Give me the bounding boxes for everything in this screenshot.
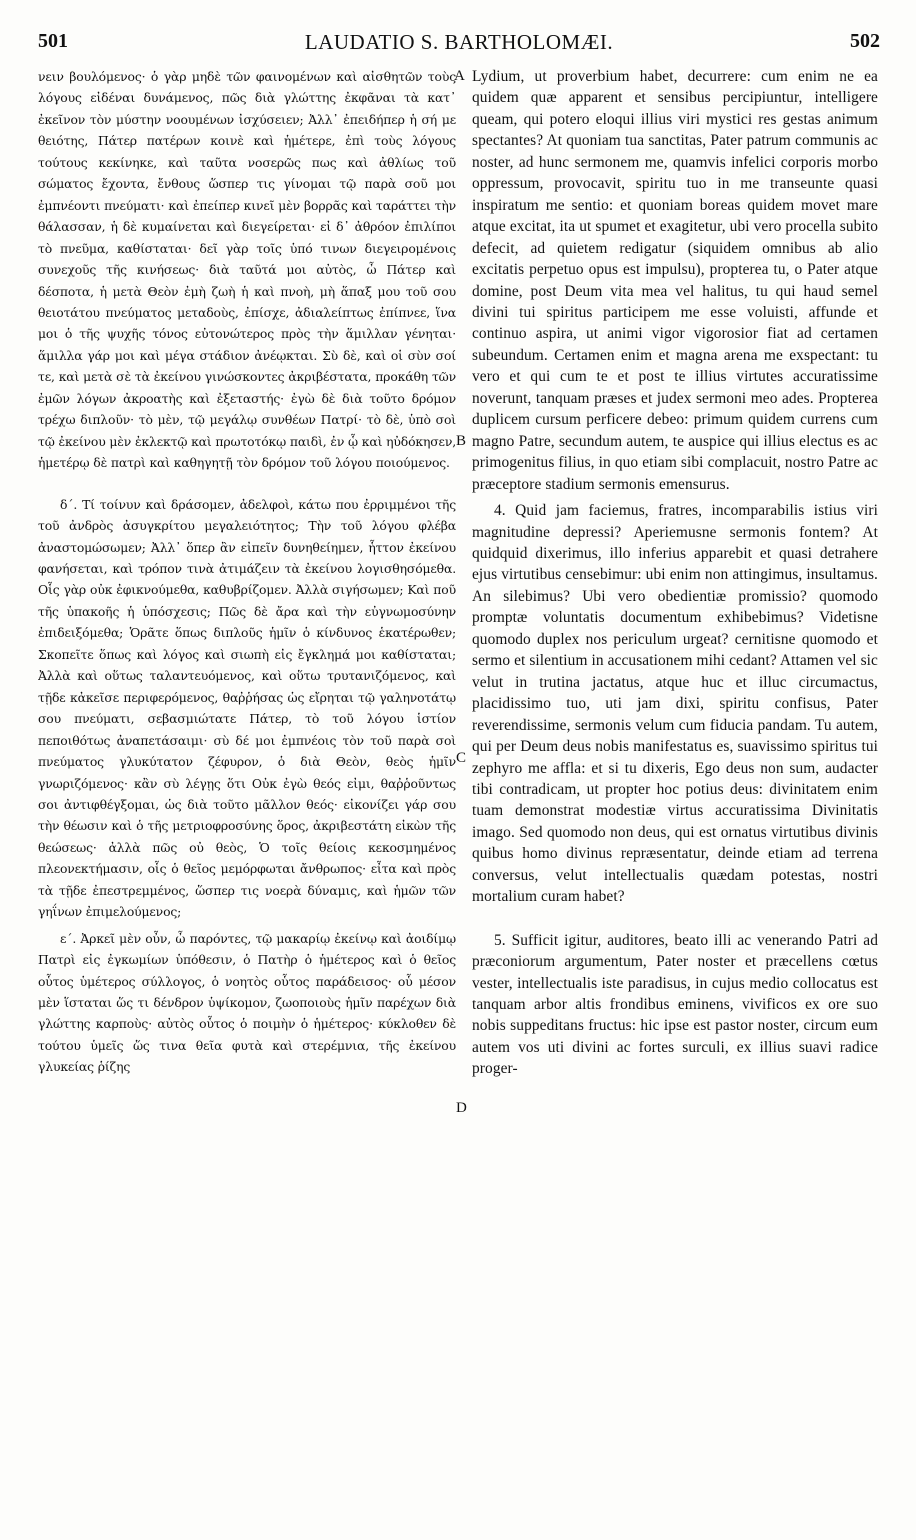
latin-paragraph-3: Lydium, ut proverbium habet, decurrere: cum enim ne ea quidem quæ apparent et sensibus percipiuntur, intelligere queam, qui potero eloqui illius viri mystici res gestas animum spectantes? At quoniam tua sanctitas, Pater patrum communis ac noster, ad hunc sermonem me, quamvis infelici corporis morbo oppressum, provocavit, spiritu tuo in me transeunte quasi inspiratum me sentio: et quoniam boreas quidem movet mare atque excitat, ita ut spumet et exagitetur, ubi vero procella subito defecit, ad quietem redigatur (siquidem omnibus ab alio excitatis perpetuo opus est impulsu), propterea tu, o Pater atque domine, post Deum vita mea vel halitus, tu qui haud semel divini tui spiritus participem me esse voluisti, affunde et continuo aspira, ut animi vigor vigorosior fiat ad certamen subeundum. Certamen enim et magna arena me exspectant: tu vero et qui cum te et post te illius virtutes accuratissime noverunt, tanquam præses et judex sermoni meo ades. Propterea duplicem cursum perficere debeo: primum quidem currens cum magno Patre, secundum autem, te auspice qui illius electus es ac primogenitus filius, in quo etiam sibi complacuit, nostro Patre ac præceptore stadium sermonis emensurus. bbox=[472, 68, 878, 493]
greek-column bbox=[38, 66, 456, 1524]
latin-paragraph-5: 5. Sufficit igitur, auditores, beato illi ac venerando Patri ad præconiorum argumentum, Pater noster et præcellens cœtus vester, intellectualis iste paradisus, in cujus medio collocatus est tanquam arbor altis frondibus eminens, vivificos ex ore suo nobis suppeditans fructus: hic ipse est pastor noster, circum eum autem vos uti divini ac fortes surculi, ex illius suavi radice proger- bbox=[472, 931, 878, 1078]
page-number-right: 502 bbox=[850, 30, 880, 52]
greek-paragraph-5: ε΄. Ἀρκεῖ μὲν οὖν, ὦ παρόντες, τῷ μακαρίῳ ἐκείνῳ καὶ ἀοιδίμῳ Πατρὶ εἰς ἐγκωμίων ὑπόθεσιν, ὁ Πατὴρ ὁ ἡμέτερος καὶ ὁ θεῖος οὗτος ὑμέτερος σύλλογος, ὁ νοητὸς οὗτος παράδεισος· οὗ μέσον μὲν ἵσταται ὥς τι δένδρον ὑψίκομον, ζωοποιοὺς ἡμῖν παρέχων διὰ γλώττης καρποὺς· αὐτὸς οὗτος ὁ ποιμὴν ὁ ἡμέτερος· κύκλοθεν δὲ τούτου ὑμεῖς ὥς τινα θεῖα φυτὰ καὶ στερέμνια, τῆς ἐκείνου γλυκείας ῥίζης bbox=[38, 930, 456, 1075]
margin-letter-c: C bbox=[456, 750, 467, 766]
page-header bbox=[38, 30, 880, 64]
latin-paragraph-4: 4. Quid jam faciemus, fratres, incomparabilis istius viri magnitudine depressi? Aperiemusne sermonis fontem? At quidquid dixerimus, illo inferius apparebit et quasi detrahere ejus virtutibus censebimur: ubi enim non attingimus, insultamus. An silebimus? Ubi vero obedientiæ promissio? quomodo promptæ voluntatis documentum exhibebimus? Videtisne quomodo duplex nos periculum urgeat? cernitisne quomodo et sermo et silentium in accusationem mihi cedant? Attamen vel sic velut in trutina jactatus, atque huc et illuc circumactus, placidissimo tuo, uti jam dixi, spiritu confisus, Pater reverendissime, sermonis velum cum fiducia pandam. Tu autem, qui per Deum deus nobis manifestatus es, suavissimo spiritus tui zephyro me affla: et si tu dixeris, Ego deus non sum, audacter tibi contradicam, ut propter hoc potius deus: divinitatem enim tuam demonstrat modestiæ virtus accuratissima Divinitatis imago. Sed quomodo non deus, qui est ornatus virtutibus divinis quibus homo divinus repræsentatur, deinde etiam ad terrena conversus, velut intellectualis quædam potestas, nostri mortalium curam habet? bbox=[472, 502, 878, 906]
latin-column bbox=[472, 66, 878, 1524]
margin-letter-b: B bbox=[456, 433, 467, 449]
margin-letter-d: D bbox=[456, 1100, 467, 1116]
greek-paragraph-3: νειν βουλόμενος· ὁ γὰρ μηδὲ τῶν φαινομένων καὶ αἰσθητῶν τοὺς λόγους εἰδέναι δυνάμενος, πῶς διὰ γλώττης ἐκφᾶναι τὰ κατ᾽ ἐκεῖνον τὸν μύστην νοουμένων ἰσχύσειεν; Ἀλλ᾽ ἐπειδήπερ ἡ σή με θειότης, Πάτερ πατέρων κοινὲ καὶ ἡμέτερε, ἐπὶ τοὺς λόγους τούτους κεκίνηκε, καὶ ταῦτα νοσερῶς πως καὶ ἀθλίως τοῦ σώματος ἔχοντα, ἔνθους ὥσπερ τις γίνομαι τῷ παρὰ σοῦ μοι ἐμπνέοντι πνεύματι· καὶ ἐπείπερ κινεῖ μὲν βορρᾶς καὶ ταράττει τὴν θάλασσαν, ἡ δὲ κυμαίνεται καὶ διεγείρεται· εἰ δ᾽ ἀθρόον ἐπιλίποι τὸ πνεῦμα, καθίσταται· δεῖ γὰρ τοῖς ὑπό τινων διεγειρομένοις συνεχοῦς τῆς κινήσεως· διὰ ταῦτά μοι αὐτὸς, ὦ Πάτερ καὶ δέσποτα, ἡ μετὰ Θεὸν ἐμὴ ζωὴ ἡ καὶ πνοὴ, μὴ ἅπαξ μου τοῦ σου θειοτάτου πνεύματος μεταδοὺς, ἐπίσχε, ἀδιαλείπτως ἐπίπνεε, ἵνα μοι ὁ τῆς ψυχῆς τόνος εὐτονώτερος πρὸς τὴν ἅμιλλαν γένηται· ἅμιλλα γάρ μοι καὶ μέγα στάδιον ἀνέῳκται. Σὺ δὲ, καὶ οἱ σὺν σοί τε, καὶ μετὰ σὲ τὰ ἐκείνου γινώσκοντες ἀκριβέστατα, προκάθη τῶν ἐμῶν λόγων ἀκροατὴς καὶ ἐξεταστής· ἐγὼ δὲ διὰ τοῦτο δρόμον τρέχω διπλοῦν· τὸ μὲν, τῷ μεγάλῳ συνθέων Πατρί· τὸ δὲ, ὑπὸ σοὶ τῷ ἐκείνου μὲν ἐκλεκτῷ καὶ πρωτοτόκῳ παιδὶ, ἐν ᾧ καὶ ηὐδόκησεν, ἡμετέρῳ δὲ πατρὶ καὶ καθηγητῇ τὸν δρόμον τοῦ λόγου ποιούμενος. bbox=[38, 69, 456, 471]
page-number-left: 501 bbox=[38, 30, 68, 52]
margin-letter-a: A bbox=[454, 68, 465, 84]
running-title: LAUDATIO S. BARTHOLOMÆI. bbox=[304, 30, 614, 54]
greek-paragraph-4: δ΄. Τί τοίνυν καὶ δράσομεν, ἀδελφοὶ, κάτω που ἐρριμμένοι τῆς τοῦ ἀνδρὸς ἀσυγκρίτου μεγαλειότητος; Τὴν τοῦ λόγου φλέβα ἀναστομώσωμεν; Ἀλλ᾽ ὅπερ ἂν εἰπεῖν δυνηθείημεν, ἧττον ἐκείνου φανήσεται, καὶ τρόπον τινὰ ἀτιμάζειν τὰ ἐκείνου λογισθησόμεθα. Οἷς γὰρ οὐκ ἐφικνούμεθα, καθυβρίζομεν. Ἀλλὰ σιγήσωμεν; Καὶ ποῦ τῆς ὑπακοῆς ἡ ὑπόσχεσις; Πῶς δὲ ἄρα καὶ τὴν εὐγνωμοσύνην ἐπιδειξόμεθα; Ὁρᾶτε ὅπως διπλοῦς ἡμῖν ὁ κίνδυνος ἑκατέρωθεν; Σκοπεῖτε ὅπως καὶ λόγος καὶ σιωπὴ εἰς ἔγκλημά μοι καθίσταται; Ἀλλὰ καὶ οὕτως ταλαντευόμενος, καὶ οὕτω τρυτανιζόμενος, καὶ τῇδε κἀκεῖσε περιφερόμενος, θαῤῥήσας ὡς εἴρηται τῷ γαληνοτάτῳ σου πνεύματι, σεβασμιώτατε Πάτερ, τὸ τοῦ λόγου ἱστίον πεποιθότως ἀναπετάσαιμι· σὺ δέ μοι ἐμπνέοις τὸν τοῦ παρὰ σοὶ πνεύματος γλυκύτατον ζέφυρον, ὁ διὰ Θεὸν, θεὸς ἡμῖν γνωριζόμενος· κἂν σὺ λέγῃς ὅτι Οὐκ ἐγὼ θεός εἰμι, θαῤῥοῦντως σοι ἀντιφθέγξομαι, ὡς διὰ τοῦτο μᾶλλον θεός· εἰκονίζει γάρ σου τὴν θέωσιν καὶ ὁ τῆς μετριοφροσύνης ὅρος, ἀκριβεστάτη εἰκὼν τῆς θεώσεως· ἀλλὰ πῶς οὐ θεὸς, Ὁ τοῖς θείοις κεκοσμημένος πλεονεκτήμασιν, οἷς ὁ θεῖος μεμόρφωται ἄνθρωπος· εἶτα καὶ πρὸς τὰ τῇδε ἐπεστρεμμένος, ὥσπερ τις νοερὰ δύναμις, καὶ ἡμῶν τῶν γηΐνων ἐπιμελούμενος; bbox=[38, 496, 456, 920]
